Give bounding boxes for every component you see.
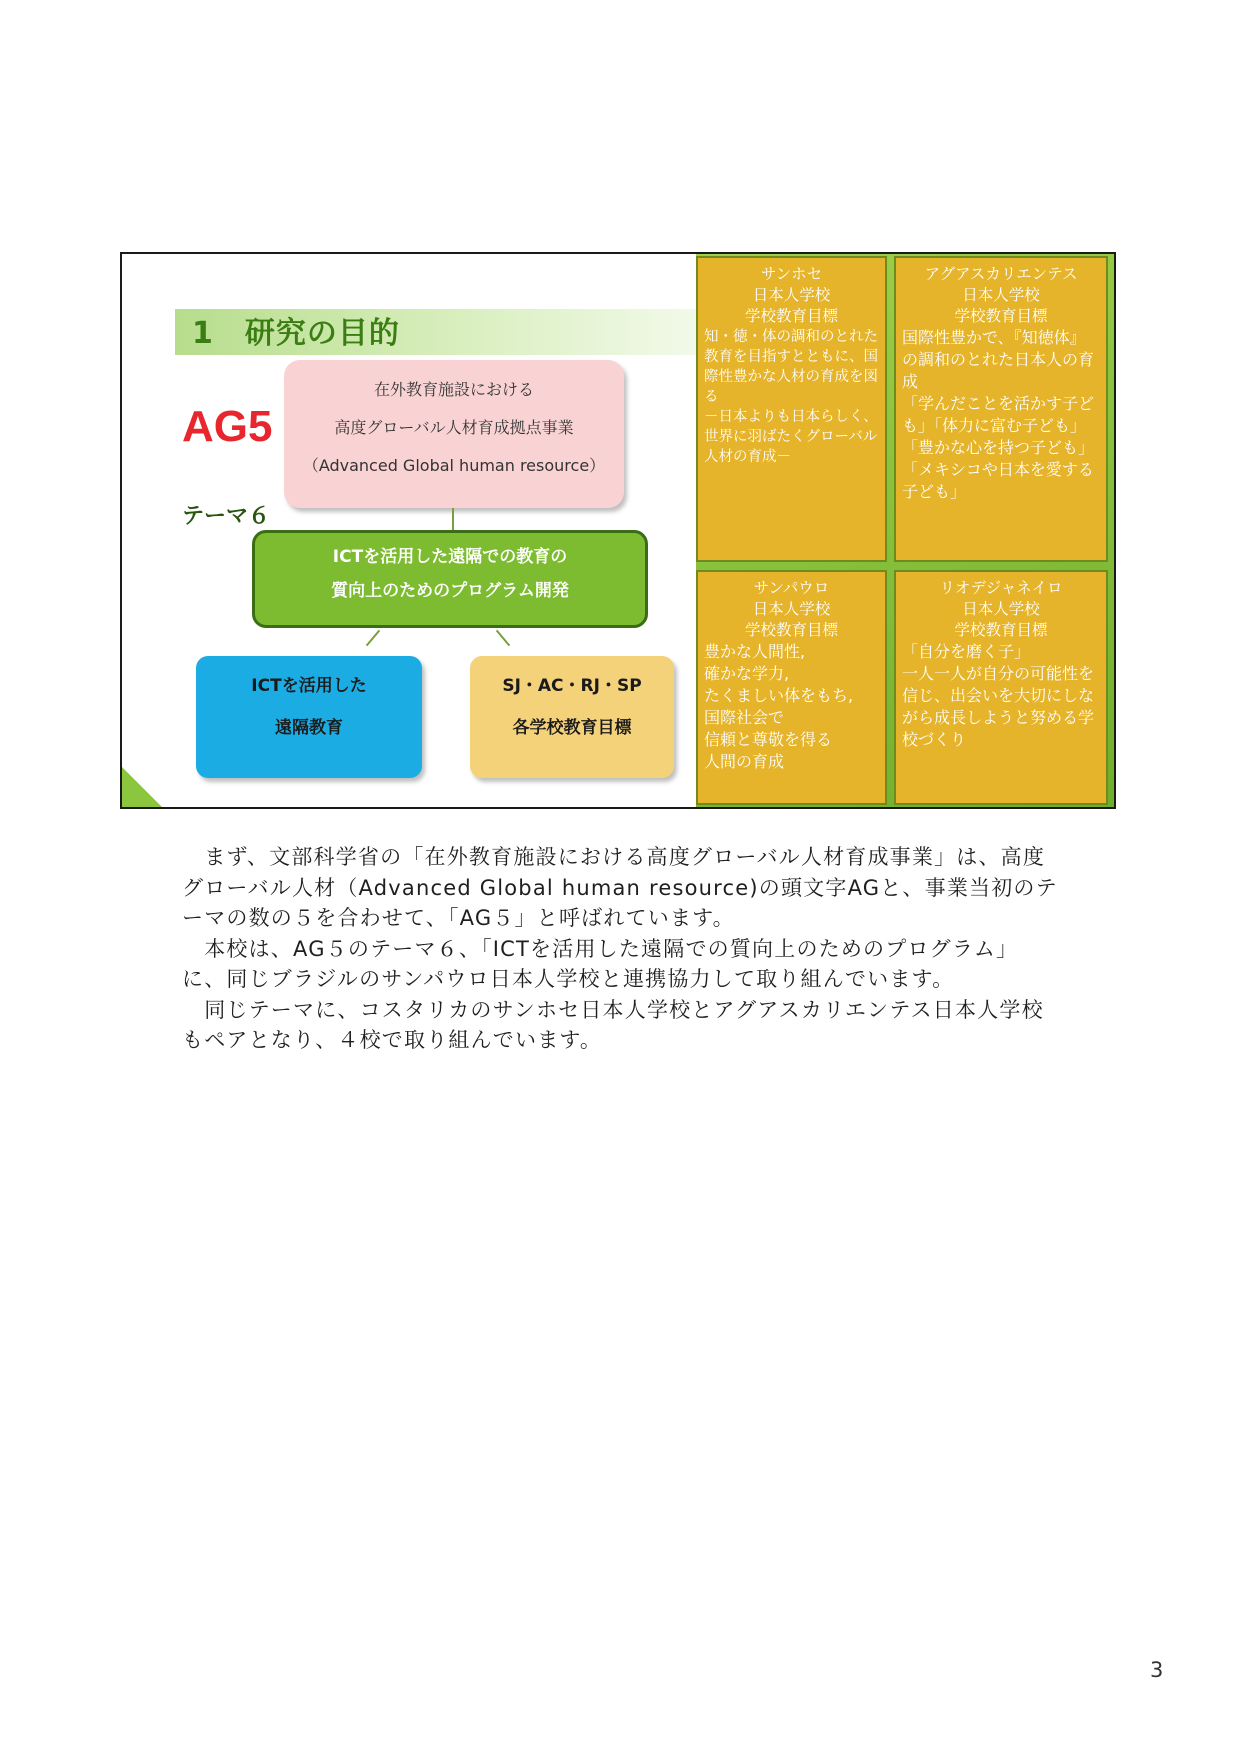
connector-line (452, 508, 454, 530)
school-card-name: サンホセ (760, 265, 823, 283)
school-card-rio-de-janeiro (894, 570, 1108, 805)
school-card-goal: 国際性豊かで、『知徳体』の調和のとれた日本人の育成 「学んだことを活かす子ども」「体力に富む子ども」「豊かな心を持つ子ども」「メキシコや日本を愛する子ども」 (902, 328, 1095, 501)
page-number: 3 (1150, 1658, 1164, 1682)
goals-box-line2: 各学校教育目標 (512, 718, 632, 738)
school-card-name: リオデジャネイロ (939, 579, 1063, 597)
slide-title: 1 研究の目的 (192, 316, 400, 351)
theme-box (252, 530, 648, 628)
school-card-name: アグアスカリエンテス (924, 265, 1078, 283)
ict-box-line1: ICTを活用した (251, 676, 367, 696)
connector-line (496, 630, 510, 647)
goals-box (470, 656, 674, 778)
school-card-heading: 学校教育目標 (744, 621, 838, 639)
body-text (182, 842, 1062, 1056)
school-card-heading: 学校教育目標 (744, 307, 838, 325)
ict-box (196, 656, 422, 778)
school-card-name: サンパウロ (753, 579, 830, 597)
theme-label: テーマ６ (182, 504, 271, 529)
project-box-line2: 高度グローバル人材育成拠点事業 (334, 418, 574, 437)
school-card-type: 日本人学校 (962, 600, 1040, 618)
project-box-line3: （Advanced Global human resource） (302, 456, 606, 475)
school-card-sao-paulo (696, 570, 887, 805)
paragraph: 本校は、AG５のテーマ６、「ICTを活用した遠隔での質向上のためのプログラム」に、同じブラジルのサンパウロ日本人学校と連携協力して取り組んでいます。 (182, 936, 1019, 991)
project-box-line1: 在外教育施設における (373, 380, 534, 399)
project-box (284, 360, 624, 508)
school-card-type: 日本人学校 (752, 286, 831, 304)
school-card-san-jose (696, 256, 887, 562)
school-card-type: 日本人学校 (752, 600, 831, 618)
theme-box-line1: ICTを活用した遠隔での教育の (332, 547, 568, 567)
goals-box-line1: SJ・AC・RJ・SP (502, 676, 642, 696)
school-card-heading: 学校教育目標 (954, 621, 1048, 639)
connector-line (366, 630, 380, 647)
school-card-aguascalientes (894, 256, 1108, 562)
slide-image (120, 252, 1116, 809)
school-card-type: 日本人学校 (962, 286, 1040, 304)
school-card-goal: 知・徳・体の調和のとれた教育を目指すとともに、国際性豊かな人材の育成を図る －日本よりも日本らしく、世界に羽ばたくグローバル人材の育成－ (704, 329, 878, 465)
ag5-label: AG5 (182, 402, 273, 451)
theme-box-line2: 質向上のためのプログラム開発 (331, 581, 569, 601)
paragraph: まず、文部科学省の「在外教育施設における高度グローバル人材育成事業」は、高度グローバル人材（Advanced Global human resource)の頭文字AGと、事業当初のテーマの数の５を合わせて、「AG５」と呼ばれています。 (182, 845, 1058, 930)
school-card-goal: 「自分を磨く子」 一人一人が自分の可能性を信じ、出会いを大切にしながら成長しようと努める学校づくり (902, 642, 1095, 749)
paragraph: 同じテーマに、コスタリカのサンホセ日本人学校とアグアスカリエンテス日本人学校もペアとなり、４校で取り組んでいます。 (182, 997, 1044, 1052)
ict-box-line2: 遠隔教育 (275, 718, 343, 738)
slide-corner-decoration (122, 767, 162, 807)
school-card-heading: 学校教育目標 (954, 307, 1048, 325)
school-card-goal: 豊かな人間性, 確かな学力, たくましい体をもち, 国際社会で 信頼と尊敬を得る 人間の育成 (704, 642, 854, 771)
